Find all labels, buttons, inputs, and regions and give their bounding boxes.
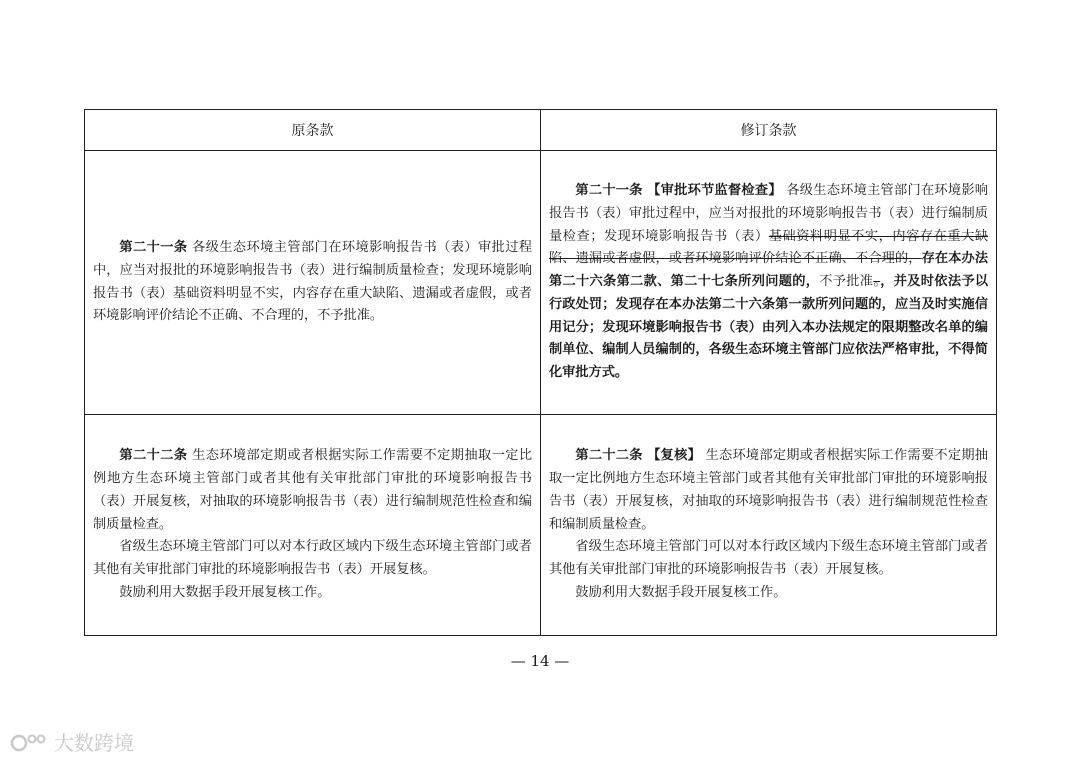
header-revised: 修订条款 [541,110,997,151]
revised-article-21 [541,151,997,415]
added-text: ，并及时依法予以行政处罚；发现存在本办法第二十六条第一款所列问题的，应当及时实施信用记分；发现环境影响报告书（表）由列入本办法规定的限期整改名单的编制单位、编制人员编制的，各级生态环境主管部门应依法严格审批，不得简化审批方式。 [549,274,989,381]
watermark [10,727,134,756]
deleted-text: 。 [873,274,881,290]
header-original: 原条款 [85,110,541,151]
article-title: 【复核】 [647,448,702,464]
revised-article-22 [541,415,997,636]
article-paragraph: 鼓励利用大数据手段开展复核工作。 [119,584,331,600]
article-paragraph: 省级生态环境主管部门可以对本行政区域内下级生态环境主管部门或者其他有关审批部门审批的环境影响报告书（表）开展复核。 [93,539,532,578]
article-text: 各级生态环境主管部门在环境影响报告书（表）审批过程中，应当对报批的环境影响报告书（表）进行编制质量检查；发现环境影响报告书（表） [549,182,988,244]
article-label: 第二十一条 [119,239,188,255]
article-text: 各级生态环境主管部门在环境影响报告书（表）审批过程中，应当对报批的环境影响报告书（表）进行编制质量检查；发现环境影响报告书（表）基础资料明显不实，内容存在重大缺陷、遗漏或者虚假，或者环境影响评价结论不正确、不合理的，不予批准。 [93,239,533,324]
page-number: — 14 — [510,652,570,670]
article-paragraph: 省级生态环境主管部门可以对本行政区域内下级生态环境主管部门或者其他有关审批部门审批的环境影响报告书（表）开展复核。 [549,539,988,578]
article-label: 第二十一条 [575,182,643,198]
table-row [85,151,997,415]
article-text: 生态环境部定期或者根据实际工作需要不定期抽取一定比例地方生态环境主管部门或者其他有关审批部门审批的环境影响报告书（表）开展复核，对抽取的环境影响报告书（表）进行编制规范性检查和编制质量检查。 [93,448,533,532]
article-paragraph: 鼓励利用大数据手段开展复核工作。 [575,584,787,600]
watermark-text: 大数跨境 [54,731,134,755]
deleted-text: 基础资料明显不实，内容存在重大缺陷、遗漏或者虚假，或者环境影响评价结论不正确、不合理的， [549,228,989,267]
added-text: 存在本办法第二十六条第二款、第二十七条所列问题的， [549,251,989,290]
table-row [85,415,997,636]
article-label: 第二十二条 [575,448,643,464]
original-article-21 [85,151,541,415]
comparison-table [84,109,997,636]
watermark-logo-icon [10,731,48,753]
original-article-22 [85,415,541,636]
article-label: 第二十二条 [119,448,188,464]
article-text: 不予批准 [819,274,874,290]
article-text: 生态环境部定期或者根据实际工作需要不定期抽取一定比例地方生态环境主管部门或者其他有关审批部门审批的环境影响报告书（表）开展复核，对抽取的环境影响报告书（表）进行编制规范性检查和编制质量检查。 [549,448,988,532]
article-title: 【审批环节监督检查】 [647,182,782,198]
